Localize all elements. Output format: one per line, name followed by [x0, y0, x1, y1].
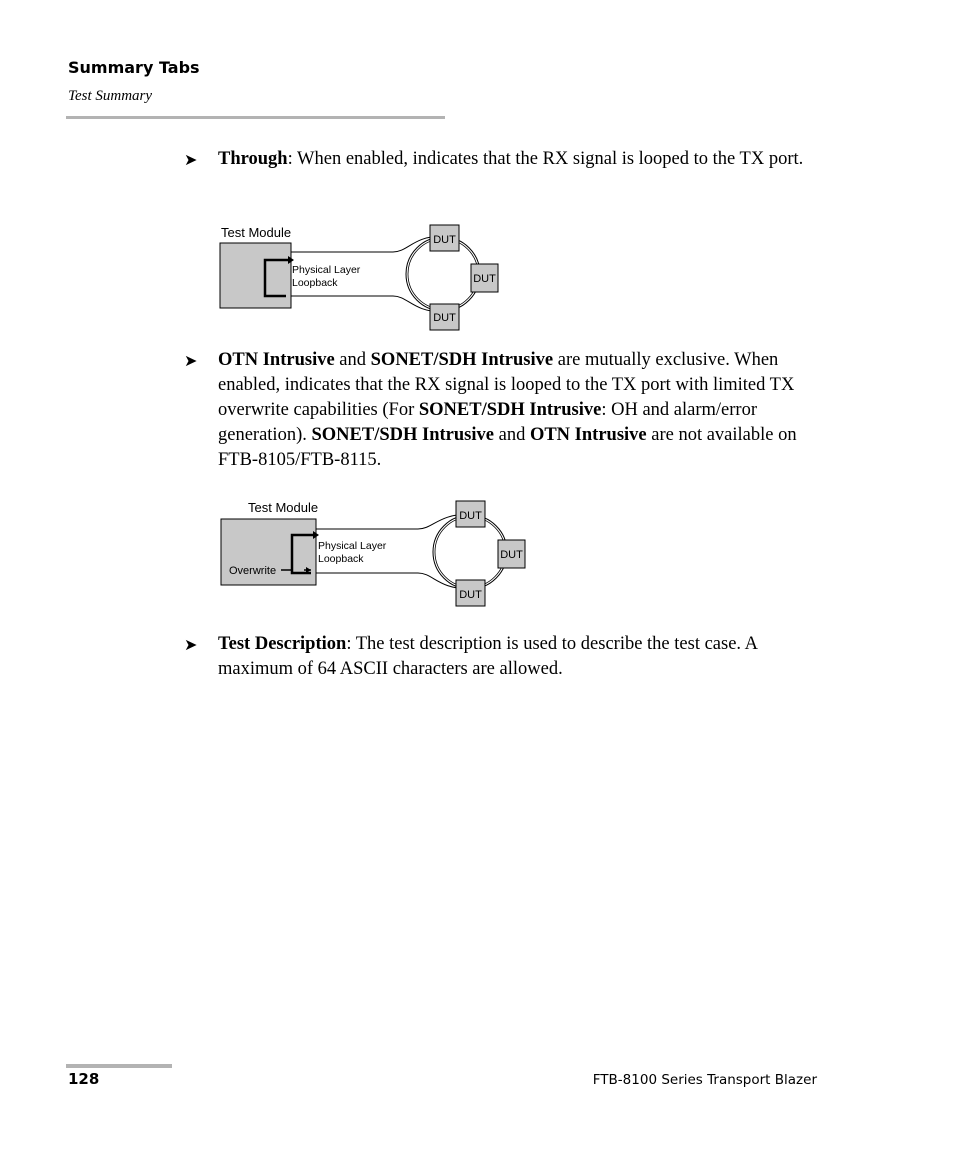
section-title: Summary Tabs [68, 58, 200, 77]
bullet-text [218, 632, 824, 682]
svg-text:DUT: DUT [459, 589, 482, 601]
intrusive-diagram-svg [218, 492, 530, 610]
bold-term: OTN Intrusive [529, 425, 647, 445]
overwrite-label: Overwrite [229, 565, 277, 577]
header-divider [66, 116, 445, 119]
bold-term: SONET/SDH Intrusive [418, 400, 602, 420]
svg-text:DUT: DUT [459, 510, 482, 522]
text-run: : The test description is used to describe the test case. A maximum of 64 ASCII characters are allowed. [218, 634, 757, 679]
svg-text:DUT: DUT [473, 273, 496, 285]
bullet-text [218, 348, 824, 473]
through-diagram-svg [218, 214, 503, 334]
dut-top [456, 501, 485, 527]
bullet-arrow-icon: ➤ [184, 351, 198, 370]
module-label: Test Module [221, 225, 292, 240]
bold-term: SONET/SDH Intrusive [311, 425, 494, 445]
text-run: : OH and alarm/error generation). [218, 400, 758, 445]
loopback-label-line2: Loopback [292, 277, 338, 289]
section-subtitle: Test Summary [68, 88, 153, 104]
footer-product-title: FTB-8100 Series Transport Blazer [592, 1072, 817, 1088]
bold-term: SONET/SDH Intrusive [370, 350, 554, 370]
footer-divider [66, 1064, 172, 1068]
loopback-label-line2: Loopback [318, 553, 364, 565]
dut-bottom [430, 304, 459, 330]
dut-right [498, 540, 525, 568]
bold-term: OTN Intrusive [218, 350, 335, 370]
bullet-intrusive [184, 348, 824, 473]
bullet-arrow-icon: ➤ [184, 150, 198, 169]
dut-top [430, 225, 459, 251]
bullet-text [218, 147, 824, 172]
bullet-through [184, 147, 824, 172]
dut-bottom [456, 580, 485, 606]
module-label: Test Module [248, 500, 319, 515]
through-loopback-diagram [218, 214, 503, 334]
dut-right [471, 264, 498, 292]
text-run: and [493, 425, 530, 445]
text-run: are not available on FTB-8105/FTB-8115. [218, 425, 797, 470]
bold-term: Through [218, 149, 288, 169]
svg-text:DUT: DUT [500, 549, 523, 561]
text-run: and [334, 350, 371, 370]
page-number: 128 [68, 1070, 100, 1088]
intrusive-loopback-diagram [218, 492, 530, 610]
loopback-label-line1: Physical Layer [318, 540, 387, 552]
text-run: : When enabled, indicates that the RX signal is looped to the TX port. [287, 149, 804, 169]
text-run: are mutually exclusive. When enabled, indicates that the RX signal is looped to the TX port with limited TX overwrite capabilities (For [218, 350, 795, 420]
svg-text:DUT: DUT [433, 312, 456, 324]
bold-term: Test Description [218, 634, 347, 654]
bullet-arrow-icon: ➤ [184, 635, 198, 654]
svg-text:DUT: DUT [433, 234, 456, 246]
bullet-test-description [184, 632, 824, 682]
loopback-label-line1: Physical Layer [292, 264, 361, 276]
